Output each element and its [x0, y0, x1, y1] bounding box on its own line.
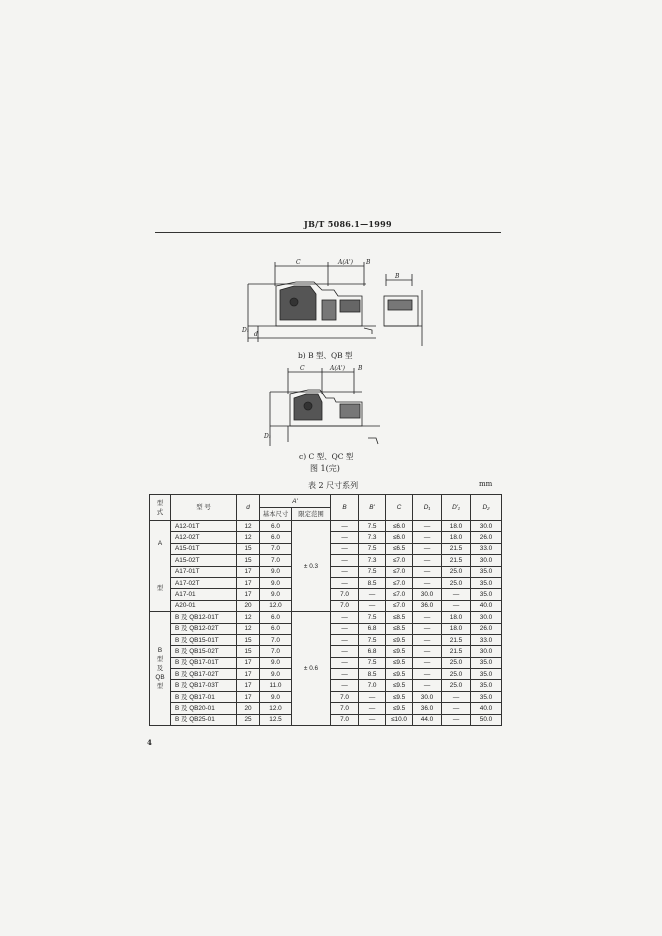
- cell-d2: 35.0: [471, 680, 502, 691]
- cell-d2: 35.0: [471, 669, 502, 680]
- cell-c: ≤8.5: [386, 612, 413, 623]
- cell-dp: 18.0: [442, 521, 471, 532]
- label-a: A(A'): [338, 259, 353, 266]
- cell-dp: —: [442, 600, 471, 611]
- cell-c: ≤9.5: [386, 703, 413, 714]
- cell-d1: —: [413, 566, 442, 577]
- cell-d: 15: [237, 634, 260, 645]
- figure-b-drawing: [236, 256, 436, 348]
- cell-d2: 30.0: [471, 555, 502, 566]
- dimensions-table: [149, 494, 502, 726]
- cell-d1: —: [413, 634, 442, 645]
- cell-d1: 36.0: [413, 600, 442, 611]
- cell-model: B 及 QB17-03T: [171, 680, 237, 691]
- figure-caption: 图 1(完): [310, 464, 340, 473]
- cell-b: 7.0: [331, 589, 359, 600]
- cell-a: 9.0: [260, 657, 292, 668]
- cell-dp: 25.0: [442, 680, 471, 691]
- cell-d1: —: [413, 612, 442, 623]
- cell-a: 9.0: [260, 669, 292, 680]
- cell-bp: 7.5: [359, 543, 386, 554]
- cell-c: ≤8.5: [386, 623, 413, 634]
- cell-c: ≤9.5: [386, 691, 413, 702]
- group-a-tolerance: ± 0.3: [292, 521, 331, 612]
- label-b-right: B: [395, 273, 400, 280]
- cell-d2: 33.0: [471, 634, 502, 645]
- cell-model: A15-02T: [171, 555, 237, 566]
- cell-d1: —: [413, 623, 442, 634]
- cell-b: —: [331, 657, 359, 668]
- cell-d2: 33.0: [471, 543, 502, 554]
- cell-a: 7.0: [260, 555, 292, 566]
- cell-dp: 21.5: [442, 646, 471, 657]
- cell-b: —: [331, 532, 359, 543]
- cell-bp: —: [359, 703, 386, 714]
- cell-c: ≤6.5: [386, 543, 413, 554]
- standard-number: JB/T 5086.1—1999: [304, 219, 392, 229]
- header-model: 型 号: [171, 495, 237, 521]
- cell-model: B 及 QB17-02T: [171, 669, 237, 680]
- cell-b: —: [331, 623, 359, 634]
- cell-bp: —: [359, 589, 386, 600]
- cell-b: —: [331, 680, 359, 691]
- cell-d2: 26.0: [471, 532, 502, 543]
- cell-dp: —: [442, 714, 471, 725]
- cell-model: A17-02T: [171, 577, 237, 588]
- cell-c: ≤10.0: [386, 714, 413, 725]
- table-row: [150, 521, 502, 532]
- cell-dp: 18.0: [442, 612, 471, 623]
- figure-c-caption: c) C 型、QC 型: [299, 452, 354, 461]
- cell-b: —: [331, 521, 359, 532]
- cell-a: 7.0: [260, 646, 292, 657]
- header-a-tolerance: 限定范围: [292, 508, 331, 521]
- cell-d: 12: [237, 532, 260, 543]
- group-b-tolerance: ± 0.6: [292, 612, 331, 726]
- cell-d: 15: [237, 646, 260, 657]
- label-d: d: [254, 331, 258, 338]
- cell-a: 12.0: [260, 703, 292, 714]
- cell-b: 7.0: [331, 703, 359, 714]
- header-a-basic: 基本尺寸: [260, 508, 292, 521]
- cell-model: B 及 QB17-01: [171, 691, 237, 702]
- cell-d1: 36.0: [413, 703, 442, 714]
- cell-d: 12: [237, 612, 260, 623]
- cell-d: 17: [237, 691, 260, 702]
- cell-b: —: [331, 577, 359, 588]
- cell-c: ≤6.0: [386, 521, 413, 532]
- cell-d1: 30.0: [413, 691, 442, 702]
- cell-bp: 7.0: [359, 680, 386, 691]
- cell-bp: 8.5: [359, 577, 386, 588]
- cell-a: 12.0: [260, 600, 292, 611]
- page-number: 4: [147, 738, 152, 747]
- cell-a: 6.0: [260, 612, 292, 623]
- header-c: C: [386, 495, 413, 521]
- table-title: 表 2 尺寸系列: [308, 481, 359, 490]
- cell-dp: —: [442, 589, 471, 600]
- cell-d1: —: [413, 646, 442, 657]
- cell-model: A17-01: [171, 589, 237, 600]
- cell-d2: 30.0: [471, 521, 502, 532]
- cell-model: B 及 QB25-01: [171, 714, 237, 725]
- cell-c: ≤7.0: [386, 555, 413, 566]
- cell-d1: —: [413, 657, 442, 668]
- cell-a: 6.0: [260, 532, 292, 543]
- header-b: B: [331, 495, 359, 521]
- label-b: B: [366, 259, 371, 266]
- cell-bp: 7.5: [359, 634, 386, 645]
- cell-a: 11.0: [260, 680, 292, 691]
- cell-b: —: [331, 566, 359, 577]
- cell-d2: 35.0: [471, 589, 502, 600]
- header-d2: D₂: [471, 495, 502, 521]
- label-c-c: C: [300, 365, 305, 372]
- cell-bp: —: [359, 600, 386, 611]
- label-c: C: [296, 259, 301, 266]
- cell-a: 9.0: [260, 577, 292, 588]
- header-b-prime: B': [359, 495, 386, 521]
- cell-d2: 35.0: [471, 577, 502, 588]
- cell-d2: 50.0: [471, 714, 502, 725]
- label-c-d1: D₁: [264, 433, 272, 440]
- figure-c-drawing: [262, 362, 392, 452]
- cell-d1: —: [413, 521, 442, 532]
- cell-d2: 40.0: [471, 600, 502, 611]
- cell-dp: 25.0: [442, 669, 471, 680]
- cell-b: 7.0: [331, 714, 359, 725]
- cell-b: —: [331, 612, 359, 623]
- unit-label: mm: [479, 480, 493, 488]
- cell-dp: 25.0: [442, 657, 471, 668]
- cell-d: 17: [237, 577, 260, 588]
- cell-model: B 及 QB15-02T: [171, 646, 237, 657]
- cell-bp: 7.5: [359, 566, 386, 577]
- header-rule: [155, 232, 501, 233]
- cell-d: 17: [237, 657, 260, 668]
- cell-d2: 40.0: [471, 703, 502, 714]
- cell-model: A12-01T: [171, 521, 237, 532]
- cell-a: 12.5: [260, 714, 292, 725]
- cell-model: B 及 QB15-01T: [171, 634, 237, 645]
- cell-d1: —: [413, 543, 442, 554]
- cell-dp: 21.5: [442, 543, 471, 554]
- cell-a: 9.0: [260, 691, 292, 702]
- cell-model: B 及 QB12-01T: [171, 612, 237, 623]
- cell-b: —: [331, 669, 359, 680]
- cell-dp: 18.0: [442, 623, 471, 634]
- cell-model: A12-02T: [171, 532, 237, 543]
- cell-bp: 8.5: [359, 669, 386, 680]
- cell-d1: 30.0: [413, 589, 442, 600]
- cell-d2: 35.0: [471, 566, 502, 577]
- cell-d1: —: [413, 680, 442, 691]
- cell-a: 7.0: [260, 634, 292, 645]
- cell-model: A20-01: [171, 600, 237, 611]
- table-body: [150, 521, 502, 726]
- cell-model: A15-01T: [171, 543, 237, 554]
- cell-d: 15: [237, 555, 260, 566]
- cell-bp: —: [359, 691, 386, 702]
- group-b-label: B 型 及 QB 型: [150, 612, 171, 726]
- cell-model: A17-01T: [171, 566, 237, 577]
- cell-bp: 7.3: [359, 555, 386, 566]
- cell-d: 17: [237, 589, 260, 600]
- cell-dp: —: [442, 691, 471, 702]
- cell-dp: —: [442, 703, 471, 714]
- label-d1: D₁: [242, 327, 250, 334]
- cell-b: 7.0: [331, 691, 359, 702]
- cell-d: 15: [237, 543, 260, 554]
- cell-c: ≤7.0: [386, 589, 413, 600]
- cell-c: ≤9.5: [386, 634, 413, 645]
- cell-b: —: [331, 555, 359, 566]
- cell-b: 7.0: [331, 600, 359, 611]
- cell-d1: 44.0: [413, 714, 442, 725]
- cell-model: B 及 QB20-01: [171, 703, 237, 714]
- cell-d: 17: [237, 680, 260, 691]
- table-row: [150, 612, 502, 623]
- header-a: A': [260, 495, 331, 508]
- cell-dp: 18.0: [442, 532, 471, 543]
- cell-c: ≤9.5: [386, 680, 413, 691]
- cell-d: 17: [237, 566, 260, 577]
- cell-bp: 7.5: [359, 521, 386, 532]
- cell-d: 17: [237, 669, 260, 680]
- cell-d2: 30.0: [471, 646, 502, 657]
- label-c-a: A(A'): [330, 365, 345, 372]
- cell-d: 12: [237, 623, 260, 634]
- cell-c: ≤9.5: [386, 657, 413, 668]
- header-d: d: [237, 495, 260, 521]
- cell-bp: —: [359, 714, 386, 725]
- cell-bp: 7.5: [359, 612, 386, 623]
- group-a-label-bottom: 型: [156, 585, 164, 593]
- cell-a: 6.0: [260, 623, 292, 634]
- cell-bp: 6.8: [359, 623, 386, 634]
- figure-b-caption: b) B 型、QB 型: [298, 351, 353, 360]
- group-a-label-top: A: [157, 540, 163, 548]
- cell-c: ≤7.0: [386, 600, 413, 611]
- cell-d1: —: [413, 577, 442, 588]
- cell-d1: —: [413, 532, 442, 543]
- cell-a: 9.0: [260, 566, 292, 577]
- group-a-label: [150, 521, 171, 612]
- cell-c: ≤7.0: [386, 566, 413, 577]
- cell-d1: —: [413, 669, 442, 680]
- cell-a: 6.0: [260, 521, 292, 532]
- cell-d2: 30.0: [471, 612, 502, 623]
- label-c-b: B: [358, 365, 363, 372]
- cell-c: ≤7.0: [386, 577, 413, 588]
- cell-a: 9.0: [260, 589, 292, 600]
- cell-model: B 及 QB12-02T: [171, 623, 237, 634]
- header-d1-prime: D'₁: [442, 495, 471, 521]
- cell-dp: 25.0: [442, 566, 471, 577]
- cell-a: 7.0: [260, 543, 292, 554]
- header-type: 型 式: [150, 495, 171, 521]
- cell-d2: 26.0: [471, 623, 502, 634]
- cell-bp: 7.3: [359, 532, 386, 543]
- cell-bp: 7.5: [359, 657, 386, 668]
- cell-dp: 25.0: [442, 577, 471, 588]
- cell-b: —: [331, 543, 359, 554]
- cell-dp: 21.5: [442, 634, 471, 645]
- cell-d1: —: [413, 555, 442, 566]
- cell-d: 20: [237, 600, 260, 611]
- cell-b: —: [331, 634, 359, 645]
- cell-d: 20: [237, 703, 260, 714]
- cell-d: 12: [237, 521, 260, 532]
- cell-d: 25: [237, 714, 260, 725]
- cell-b: —: [331, 646, 359, 657]
- cell-d2: 35.0: [471, 691, 502, 702]
- cell-c: ≤9.5: [386, 646, 413, 657]
- cell-bp: 6.8: [359, 646, 386, 657]
- cell-c: ≤9.5: [386, 669, 413, 680]
- cell-d2: 35.0: [471, 657, 502, 668]
- header-d1: D₁: [413, 495, 442, 521]
- cell-c: ≤6.0: [386, 532, 413, 543]
- cell-model: B 及 QB17-01T: [171, 657, 237, 668]
- cell-dp: 21.5: [442, 555, 471, 566]
